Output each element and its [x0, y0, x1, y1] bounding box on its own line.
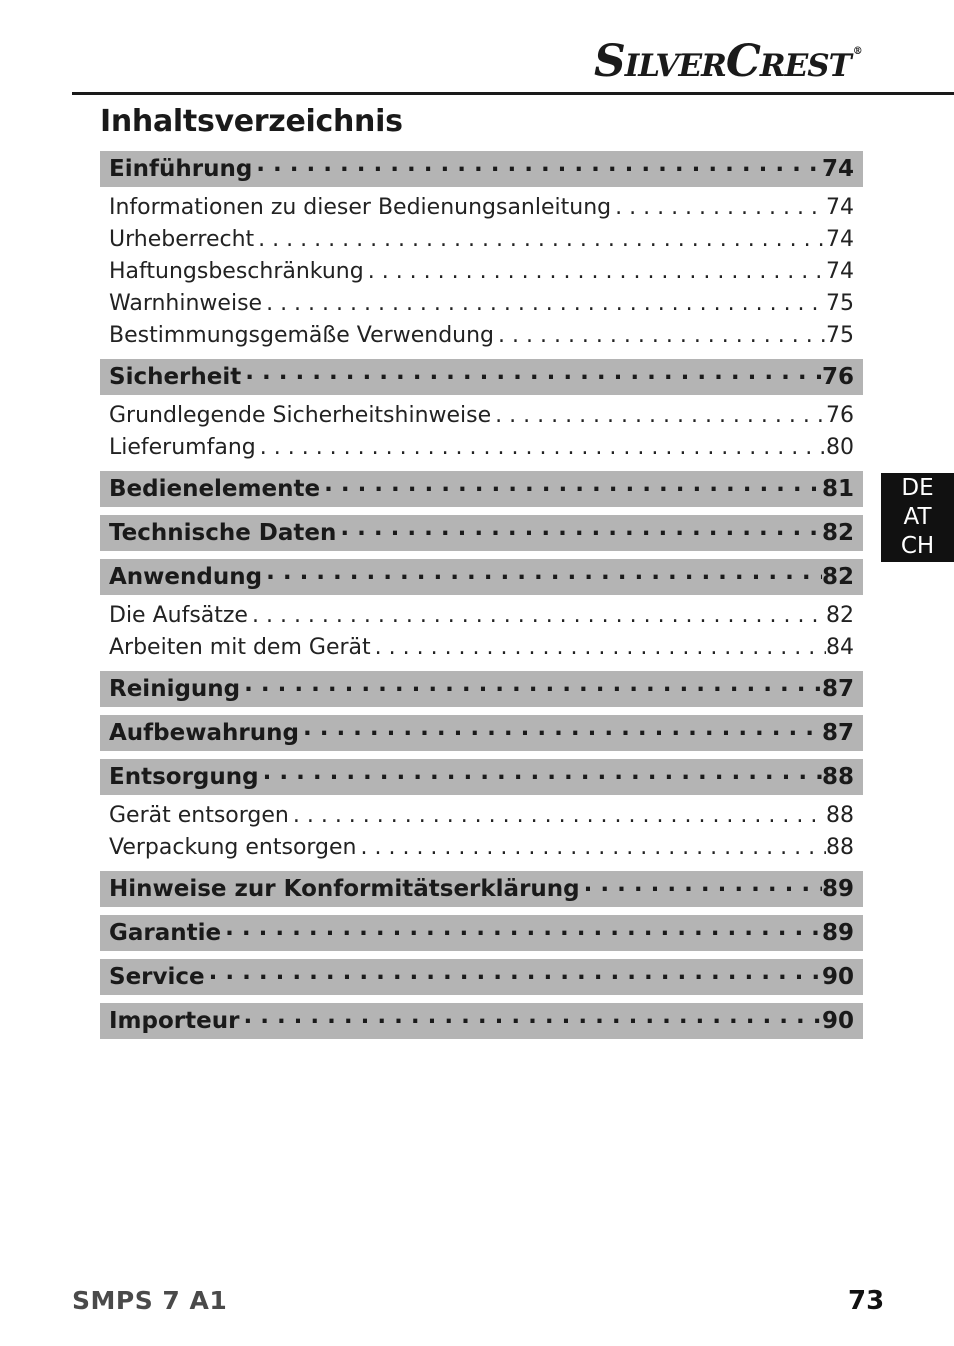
- dot-leader: [205, 959, 822, 985]
- language-tab: [881, 473, 954, 562]
- toc-entry[interactable]: [100, 799, 863, 831]
- toc-section: [100, 871, 863, 907]
- toc-subentries: [100, 599, 863, 663]
- toc-entry-label: Lieferumfang: [109, 434, 256, 460]
- logo-letter-s: S: [594, 36, 625, 87]
- toc-section-heading[interactable]: [100, 151, 863, 187]
- toc-section: [100, 471, 863, 507]
- toc-entry-page: 82: [826, 602, 854, 628]
- table-of-contents: [100, 151, 863, 1047]
- toc-entry-page: 75: [826, 290, 854, 316]
- dot-leader: [239, 1003, 822, 1029]
- toc-section: [100, 151, 863, 351]
- toc-section-heading[interactable]: [100, 559, 863, 595]
- toc-entry-label: Informationen zu dieser Bedienungsanleitung: [109, 194, 612, 220]
- toc-section-heading-label: Anwendung: [109, 564, 263, 590]
- toc-section-heading-page: 76: [821, 364, 854, 390]
- toc-section-heading[interactable]: [100, 1003, 863, 1039]
- toc-section-heading[interactable]: [100, 871, 863, 907]
- toc-section-heading-page: 87: [821, 676, 854, 702]
- toc-entry-page: 74: [826, 258, 854, 284]
- language-at: AT: [903, 504, 932, 530]
- toc-section: [100, 359, 863, 463]
- toc-section-heading-page: 82: [821, 520, 854, 546]
- toc-section-heading-label: Entsorgung: [109, 764, 259, 790]
- toc-section-heading[interactable]: [100, 715, 863, 751]
- toc-entry-page: 80: [826, 434, 854, 460]
- toc-entry-page: 88: [826, 802, 854, 828]
- toc-entry-label: Warnhinweise: [109, 290, 263, 316]
- dot-leader: [364, 259, 826, 284]
- toc-entry[interactable]: [100, 255, 863, 287]
- toc-section-heading[interactable]: [100, 759, 863, 795]
- toc-section-heading-page: 87: [821, 720, 854, 746]
- toc-section-heading-label: Garantie: [109, 920, 222, 946]
- dot-leader: [320, 471, 822, 497]
- toc-section-heading-label: Einführung: [109, 156, 253, 182]
- toc-section-heading-page: 81: [821, 476, 854, 502]
- toc-entry-page: 74: [826, 194, 854, 220]
- page-title: Inhaltsverzeichnis: [100, 104, 403, 139]
- toc-entry-page: 75: [826, 322, 854, 348]
- toc-entry[interactable]: [100, 631, 863, 663]
- page-number: 73: [848, 1286, 885, 1316]
- toc-section: [100, 959, 863, 995]
- dot-leader: [491, 403, 826, 428]
- logo-rest: REST: [759, 48, 851, 84]
- language-de: DE: [901, 475, 934, 501]
- toc-entry-label: Verpackung entsorgen: [109, 834, 357, 860]
- toc-section-heading-page: 89: [821, 876, 854, 902]
- toc-section-heading[interactable]: [100, 915, 863, 951]
- toc-section-heading-label: Sicherheit: [109, 364, 242, 390]
- header-rule: [72, 92, 954, 95]
- toc-entry-page: 84: [826, 634, 854, 660]
- toc-section-heading-page: 89: [821, 920, 854, 946]
- language-ch: CH: [900, 533, 935, 559]
- toc-entry[interactable]: [100, 191, 863, 223]
- toc-section-heading-label: Aufbewahrung: [109, 720, 299, 746]
- dot-leader: [357, 835, 827, 860]
- dot-leader: [371, 635, 826, 660]
- toc-subentries: [100, 191, 863, 351]
- dot-leader: [254, 227, 826, 252]
- dot-leader: [262, 291, 826, 316]
- toc-section-heading[interactable]: [100, 671, 863, 707]
- toc-section-heading-page: 82: [821, 564, 854, 590]
- toc-section-heading-label: Bedienelemente: [109, 476, 321, 502]
- toc-entry[interactable]: [100, 431, 863, 463]
- toc-section-heading-page: 90: [821, 1008, 854, 1034]
- toc-section-heading-label: Technische Daten: [109, 520, 337, 546]
- footer-model: SMPS 7 A1: [72, 1286, 228, 1315]
- dot-leader: [289, 803, 826, 828]
- dot-leader: [611, 195, 826, 220]
- toc-subentries: [100, 399, 863, 463]
- toc-section-heading-label: Service: [109, 964, 205, 990]
- dot-leader: [240, 671, 822, 697]
- toc-section-heading-label: Importeur: [109, 1008, 240, 1034]
- dot-leader: [494, 323, 826, 348]
- dot-leader: [580, 871, 822, 897]
- toc-entry[interactable]: [100, 399, 863, 431]
- toc-entry-label: Arbeiten mit dem Gerät: [109, 634, 371, 660]
- toc-section-heading[interactable]: [100, 359, 863, 395]
- toc-section: [100, 715, 863, 751]
- dot-leader: [241, 359, 822, 385]
- toc-section-heading-page: 88: [821, 764, 854, 790]
- toc-entry-label: Die Aufsätze: [109, 602, 248, 628]
- toc-entry-label: Bestimmungsgemäße Verwendung: [109, 322, 495, 348]
- toc-section-heading-label: Hinweise zur Konformitätserklärung: [109, 876, 580, 902]
- logo-letter-c: C: [725, 36, 760, 87]
- toc-section-heading[interactable]: [100, 471, 863, 507]
- toc-entry-page: 76: [826, 402, 854, 428]
- toc-section-heading-page: 74: [821, 156, 854, 182]
- toc-section: [100, 1003, 863, 1039]
- logo-ilver: ILVER: [624, 48, 726, 84]
- dot-leader: [256, 435, 826, 460]
- toc-entry-page: 74: [826, 226, 854, 252]
- dot-leader: [299, 715, 822, 741]
- toc-section: [100, 515, 863, 551]
- toc-entry[interactable]: [100, 599, 863, 631]
- toc-section: [100, 671, 863, 707]
- dot-leader: [252, 151, 822, 177]
- toc-entry-page: 88: [826, 834, 854, 860]
- toc-entry[interactable]: [100, 831, 863, 863]
- toc-entry[interactable]: [100, 319, 863, 351]
- toc-entry-label: Haftungsbeschränkung: [109, 258, 364, 284]
- dot-leader: [336, 515, 822, 541]
- toc-entry-label: Gerät entsorgen: [109, 802, 289, 828]
- dot-leader: [248, 603, 826, 628]
- toc-section-heading[interactable]: [100, 515, 863, 551]
- toc-entry[interactable]: [100, 287, 863, 319]
- toc-section: [100, 759, 863, 863]
- dot-leader: [259, 759, 822, 785]
- toc-section: [100, 915, 863, 951]
- dot-leader: [221, 915, 822, 941]
- toc-entry-label: Urheberrecht: [109, 226, 255, 252]
- toc-section-heading[interactable]: [100, 959, 863, 995]
- toc-section: [100, 559, 863, 663]
- toc-entry[interactable]: [100, 223, 863, 255]
- toc-section-heading-page: 90: [821, 964, 854, 990]
- dot-leader: [262, 559, 822, 585]
- toc-subentries: [100, 799, 863, 863]
- toc-section-heading-label: Reinigung: [109, 676, 241, 702]
- toc-entry-label: Grundlegende Sicherheitshinweise: [109, 402, 492, 428]
- registered-mark: ®: [852, 46, 862, 57]
- brand-logo: [594, 36, 884, 86]
